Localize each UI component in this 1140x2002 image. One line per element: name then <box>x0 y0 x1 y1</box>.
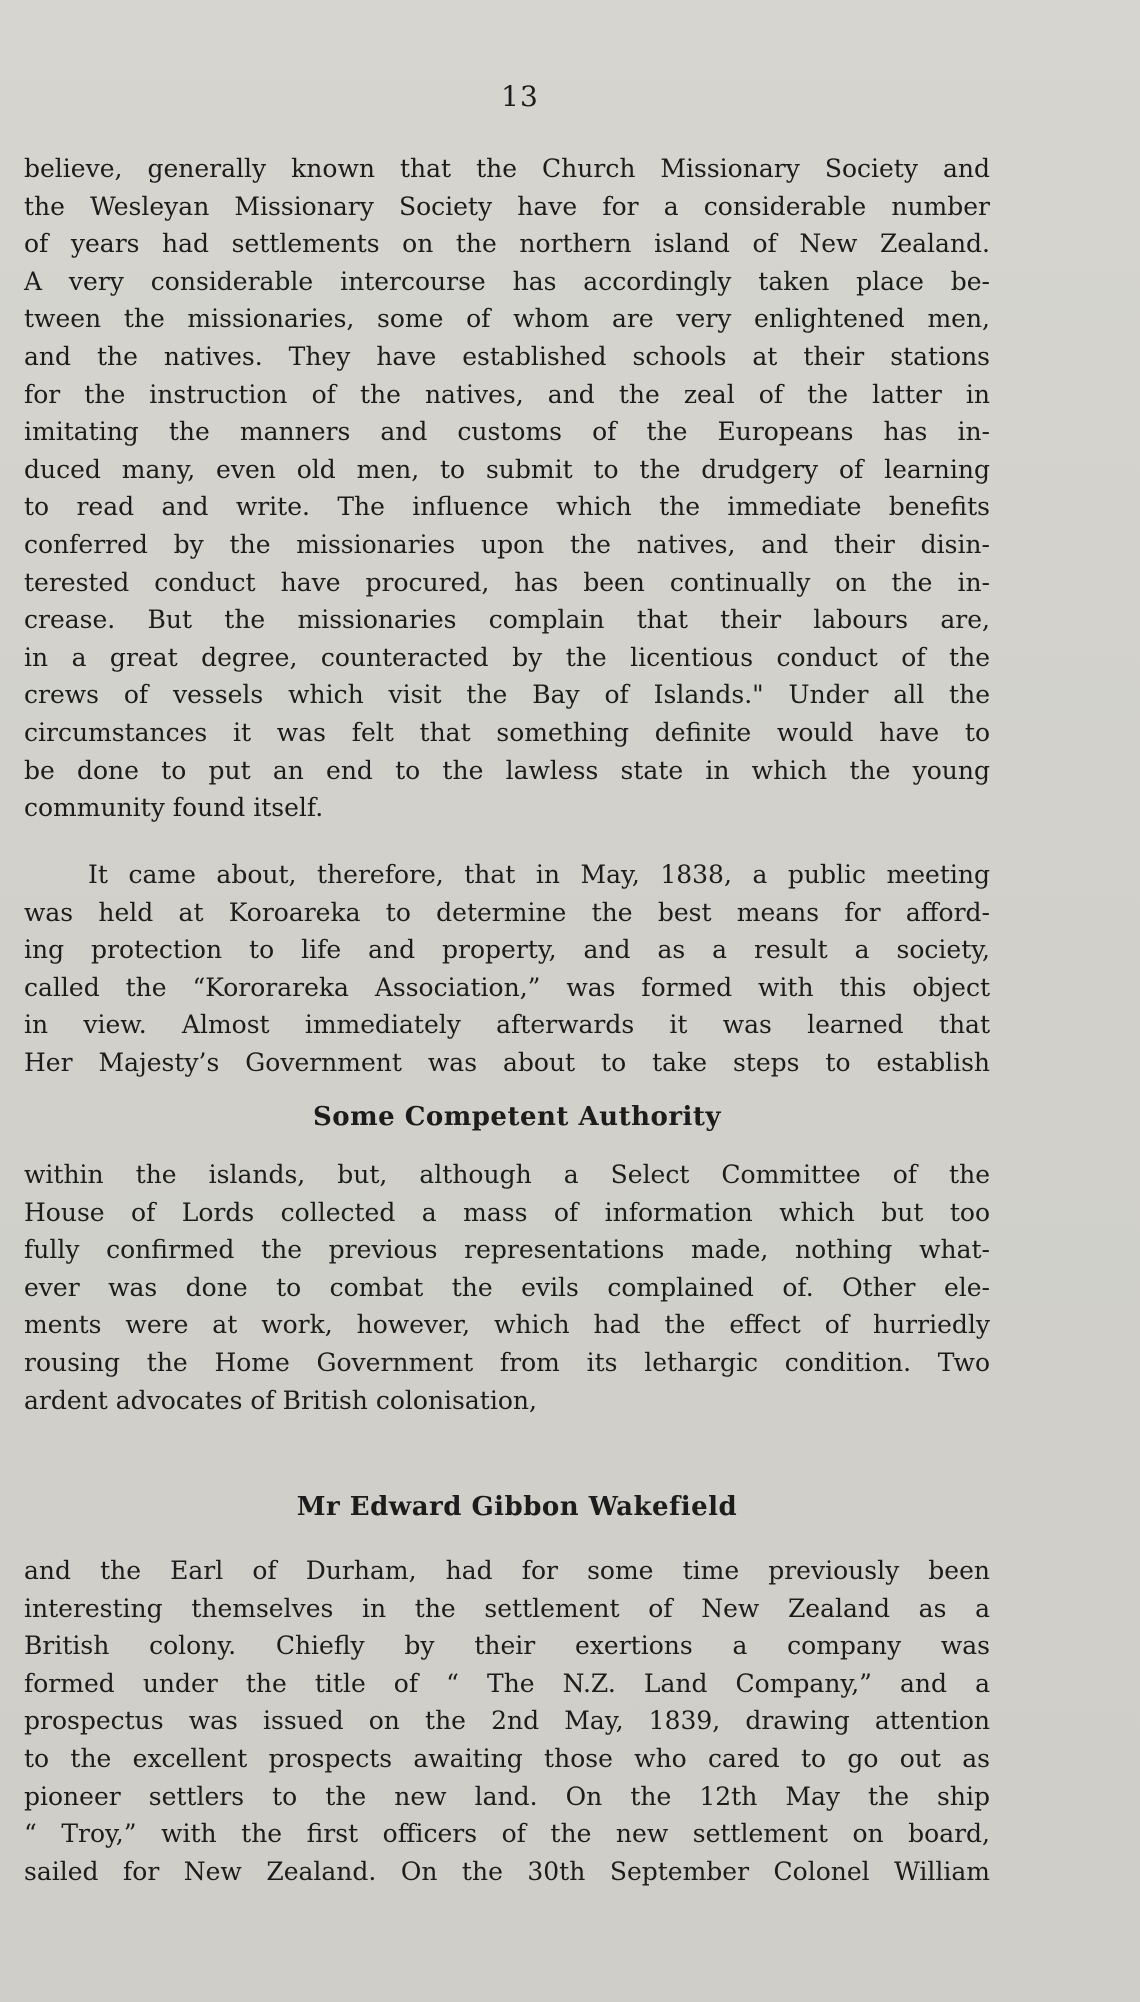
paragraph-3 <box>24 1156 990 1419</box>
page-number: 13 <box>501 80 539 113</box>
text-line: imitating the manners and customs of the Europeans has in- <box>24 417 990 447</box>
text-line: duced many, even old men, to submit to the drudgery of learning <box>24 454 990 484</box>
text-line: in a great degree, counteracted by the licentious conduct of the <box>24 642 990 672</box>
text-line: House of Lords collected a mass of information which but too <box>24 1197 990 1227</box>
text-line: terested conduct have procured, has been continually on the in- <box>24 567 990 597</box>
paragraph-1 <box>24 150 990 827</box>
text-line: tween the missionaries, some of whom are very enlightened men, <box>24 304 990 334</box>
text-line: the Wesleyan Missionary Society have for a considerable number <box>24 191 990 221</box>
text-line: prospectus was issued on the 2nd May, 1839, drawing attention <box>24 1706 990 1736</box>
text-line: A very considerable intercourse has accordingly taken place be- <box>24 266 990 296</box>
text-line: “ Troy,” with the first officers of the new settlement on board, <box>24 1819 990 1849</box>
paragraph-4 <box>24 1552 990 1890</box>
section-heading-wakefield: Mr Edward Gibbon Wakefield <box>296 1492 738 1522</box>
text-line: in view. Almost immediately afterwards it was learned that <box>24 1010 990 1040</box>
text-line: for the instruction of the natives, and the zeal of the latter in <box>24 379 990 409</box>
text-line: sailed for New Zealand. On the 30th September Colonel William <box>24 1856 990 1886</box>
paragraph-2 <box>24 856 990 1082</box>
text-line: fully confirmed the previous representations made, nothing what- <box>24 1235 990 1265</box>
text-line: British colony. Chiefly by their exertions a company was <box>24 1631 990 1661</box>
text-line: believe, generally known that the Church Missionary Society and <box>24 154 990 183</box>
text-line: called the “Kororareka Association,” was formed with this object <box>24 972 990 1002</box>
text-line: and the natives. They have established schools at their stations <box>24 341 990 371</box>
text-line: to read and write. The influence which the immediate benefits <box>24 492 990 522</box>
text-line: rousing the Home Government from its lethargic condition. Two <box>24 1347 990 1377</box>
text-line: crease. But the missionaries complain that their labours are, <box>24 605 990 635</box>
text-line: circumstances it was felt that something definite would have to <box>24 717 990 747</box>
text-line: within the islands, but, although a Select Committee of the <box>24 1160 990 1189</box>
text-line: pioneer settlers to the new land. On the 12th May the ship <box>24 1781 990 1811</box>
text-line: ardent advocates of British colonisation, <box>24 1385 537 1415</box>
text-line: conferred by the missionaries upon the natives, and their disin- <box>24 529 990 559</box>
text-line: ments were at work, however, which had the effect of hurriedly <box>24 1310 990 1340</box>
text-line: interesting themselves in the settlement of New Zealand as a <box>24 1593 990 1623</box>
text-line: was held at Koroareka to determine the best means for afford- <box>24 897 990 927</box>
text-line: Her Majesty’s Government was about to take steps to establish <box>24 1047 990 1077</box>
text-line: community found itself. <box>24 793 324 823</box>
text-line: ever was done to combat the evils complained of. Other ele- <box>24 1272 990 1302</box>
text-line: formed under the title of “ The N.Z. Land Company,” and a <box>24 1668 990 1698</box>
text-line: It came about, therefore, that in May, 1838, a public meeting <box>88 860 990 889</box>
text-line: and the Earl of Durham, had for some time previously been <box>24 1556 990 1585</box>
text-line: ing protection to life and property, and as a result a society, <box>24 935 990 965</box>
text-line: be done to put an end to the lawless state in which the young <box>24 755 990 785</box>
text-line: of years had settlements on the northern island of New Zealand. <box>24 229 990 259</box>
text-line: to the excellent prospects awaiting those who cared to go out as <box>24 1743 990 1773</box>
text-line: crews of vessels which visit the Bay of Islands." Under all the <box>24 680 990 710</box>
section-heading-competent-authority: Some Competent Authority <box>312 1102 722 1132</box>
